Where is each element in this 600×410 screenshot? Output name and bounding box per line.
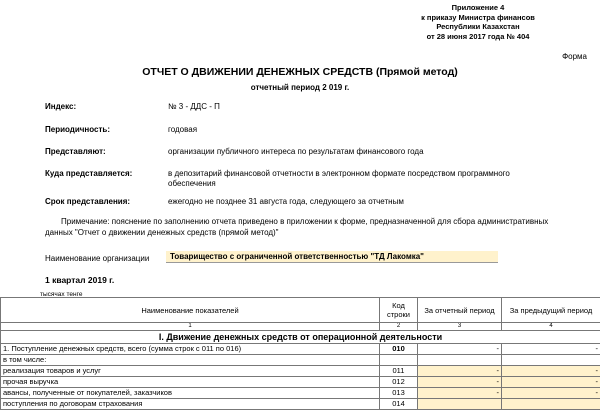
table-row [1,399,600,410]
row-name: авансы, полученные от покупателей, заказчиков [1,388,380,399]
col-number: 4 [502,323,600,331]
report-title: ОТЧЕТ О ДВИЖЕНИИ ДЕНЕЖНЫХ СРЕДСТВ (Прямой метод) [0,66,600,78]
row-previous[interactable]: - [502,377,600,388]
row-name: в том числе: [1,355,380,366]
periodicity-value: годовая [168,124,197,135]
row-code: 014 [380,399,418,410]
deadline-value: ежегодно не позднее 31 августа года, следующего за отчетным [168,196,404,207]
section-heading-row [1,331,600,344]
deadline-label: Срок представления: [45,197,130,206]
header-name: Наименование показателей [1,298,380,323]
header-previous: За предыдущий период [502,298,600,323]
row-previous[interactable]: - [502,366,600,377]
appendix-line-2: к приказу Министра финансов [398,13,558,23]
where-value-line-1: в депозитарий финансовой отчетности в электронном формате посредством программного [168,168,510,179]
appendix-line-1: Приложение 4 [398,3,558,13]
row-code: 012 [380,377,418,388]
note [45,216,595,238]
where-label: Куда представляется: [45,169,132,178]
index-label: Индекс: [45,102,76,111]
appendix-line-3: Республики Казахстан [398,22,558,32]
row-current: - [418,344,502,355]
row-code: 010 [380,344,418,355]
note-line-2: данных "Отчет о движении денежных средств (прямой метод)" [45,227,595,238]
row-current[interactable]: - [418,377,502,388]
presenters-label: Представляют: [45,147,106,156]
table-row [1,344,600,355]
where-value-line-2: обеспечения [168,178,216,189]
report-period: отчетный период 2 019 г. [0,83,600,92]
col-number: 1 [1,323,380,331]
quarter-label: 1 квартал 2019 г. [45,275,114,285]
table-header-row [1,298,600,323]
cash-flow-table [0,297,600,410]
row-name: поступления по договорам страхования [1,399,380,410]
row-name: 1. Поступление денежных средств, всего (сумма строк с 011 по 016) [1,344,380,355]
section-1-title: I. Движение денежных средств от операционной деятельности [1,331,600,344]
row-code [380,355,418,366]
header-code: Код строки [380,298,418,323]
col-number: 2 [380,323,418,331]
table-row [1,366,600,377]
row-previous [502,355,600,366]
row-name: реализация товаров и услуг [1,366,380,377]
organization-field[interactable]: Товарищество с ограниченной ответственностью "ТД Лакомка" [166,251,498,263]
row-previous[interactable]: - [502,388,600,399]
units-label: тысячах тенге [40,291,82,298]
row-current[interactable]: - [418,388,502,399]
index-value: № 3 - ДДС - П [168,101,220,112]
row-current [418,355,502,366]
table-row [1,355,600,366]
row-code: 011 [380,366,418,377]
presenters-value: организации публичного интереса по результатам финансового года [168,146,424,157]
periodicity-label: Периодичность: [45,125,110,134]
row-current[interactable] [418,399,502,410]
appendix-header [398,3,558,41]
col-number: 3 [418,323,502,331]
row-previous[interactable] [502,399,600,410]
note-line-1: Примечание: пояснение по заполнению отчета приведено в приложении к форме, предназначенной для сбора административных [45,216,595,227]
organization-label: Наименование организации [45,254,149,263]
form-label: Форма [562,52,587,61]
table-row [1,388,600,399]
header-current: За отчетный период [418,298,502,323]
row-name: прочая выручка [1,377,380,388]
column-numbers-row [1,323,600,331]
row-current[interactable]: - [418,366,502,377]
appendix-line-4: от 28 июня 2017 года № 404 [398,32,558,42]
row-code: 013 [380,388,418,399]
row-previous: - [502,344,600,355]
table-row [1,377,600,388]
